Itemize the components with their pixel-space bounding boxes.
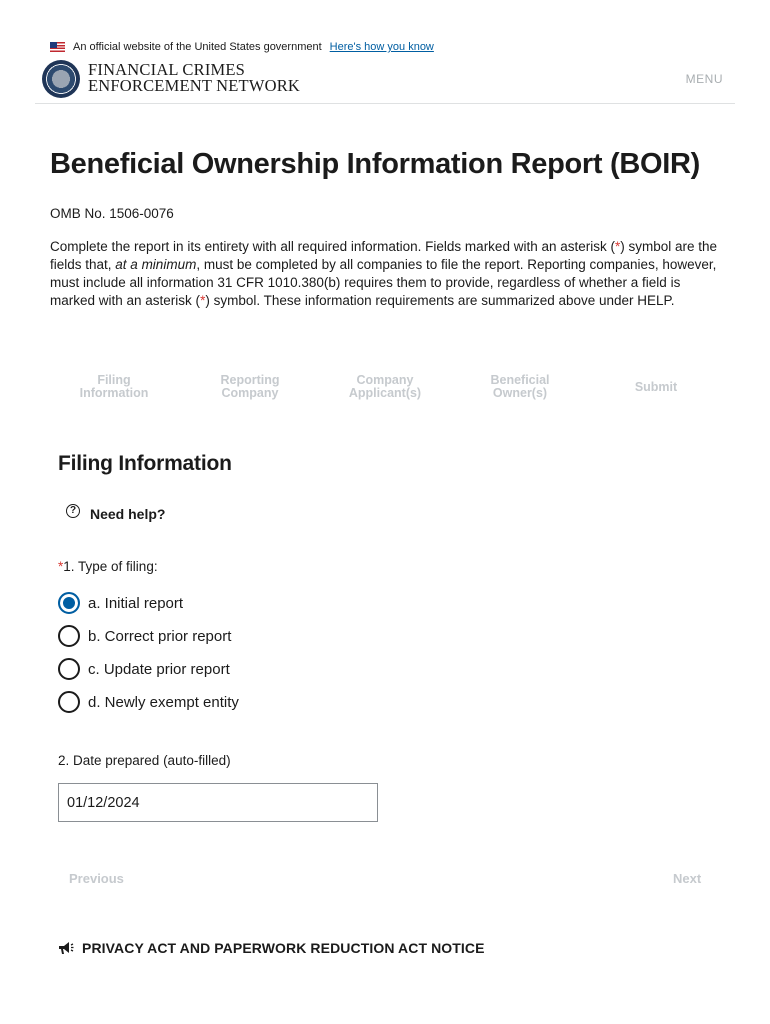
step-indicator [45,366,725,408]
need-help-toggle[interactable] [66,506,165,522]
menu-button[interactable]: MENU [685,72,723,86]
intro-paragraph: Complete the report in its entirety with all required information. Fields marked with an asterisk (*) symbol are the fields that, at a minimum, must be completed by all companies to file the report. Reporting companies, however, must include all information 31 CFR 1010.380(b) requires them to provide, regardless of whether a field is marked with an asterisk (*) symbol. These information requirements are summarized above under HELP. [50,239,718,308]
fincen-seal-icon[interactable] [42,60,80,98]
next-button[interactable]: Next [673,871,702,886]
radio-label: b. Correct prior report [88,627,232,645]
radio-unselected-icon[interactable] [58,658,80,680]
megaphone-icon [58,941,74,955]
radio-update-prior-report[interactable] [58,657,230,681]
step-beneficial-owners[interactable]: Beneficial Owner(s) [490,373,550,400]
required-asterisk: * [200,293,206,308]
date-prepared-input[interactable] [58,783,378,822]
need-help-label: Need help? [90,506,166,522]
radio-initial-report[interactable] [58,591,183,615]
privacy-notice-label: PRIVACY ACT AND PAPERWORK REDUCTION ACT NOTICE [82,940,485,956]
radio-correct-prior-report[interactable] [58,624,231,648]
date-prepared-label: 2. Date prepared (auto-filled) [58,753,231,768]
privacy-notice-toggle[interactable] [58,940,485,956]
us-flag-icon [50,42,65,52]
step-submit[interactable]: Submit [634,380,678,394]
required-asterisk: * [58,559,64,574]
agency-name-line1: FINANCIAL CRIMES [88,60,246,79]
radio-label: c. Update prior report [88,660,230,678]
omb-number: OMB No. 1506-0076 [50,206,174,221]
agency-name[interactable] [88,62,300,94]
heres-how-you-know-link[interactable]: Here's how you know [329,41,434,53]
radio-newly-exempt-entity[interactable] [58,690,239,714]
official-website-text: An official website of the United States government [73,41,322,53]
section-title: Filing Information [58,452,232,475]
radio-unselected-icon[interactable] [58,625,80,647]
radio-unselected-icon[interactable] [58,691,80,713]
question-circle-icon: ? [66,504,80,518]
filing-type-label: *1. Type of filing: [58,559,158,574]
step-company-applicants[interactable]: Company Applicant(s) [348,373,422,400]
page-title: Beneficial Ownership Information Report (BOIR) [50,148,701,180]
official-gov-banner [50,40,434,54]
step-filing-information[interactable]: Filing Information [79,373,149,400]
radio-selected-icon[interactable] [58,592,80,614]
step-reporting-company[interactable]: Reporting Company [220,373,280,400]
required-asterisk: * [614,239,621,254]
radio-label: a. Initial report [88,594,184,612]
site-header [35,58,735,104]
previous-button[interactable]: Previous [69,871,124,886]
agency-name-line2: ENFORCEMENT NETWORK [88,76,301,95]
radio-label: d. Newly exempt entity [88,693,239,711]
